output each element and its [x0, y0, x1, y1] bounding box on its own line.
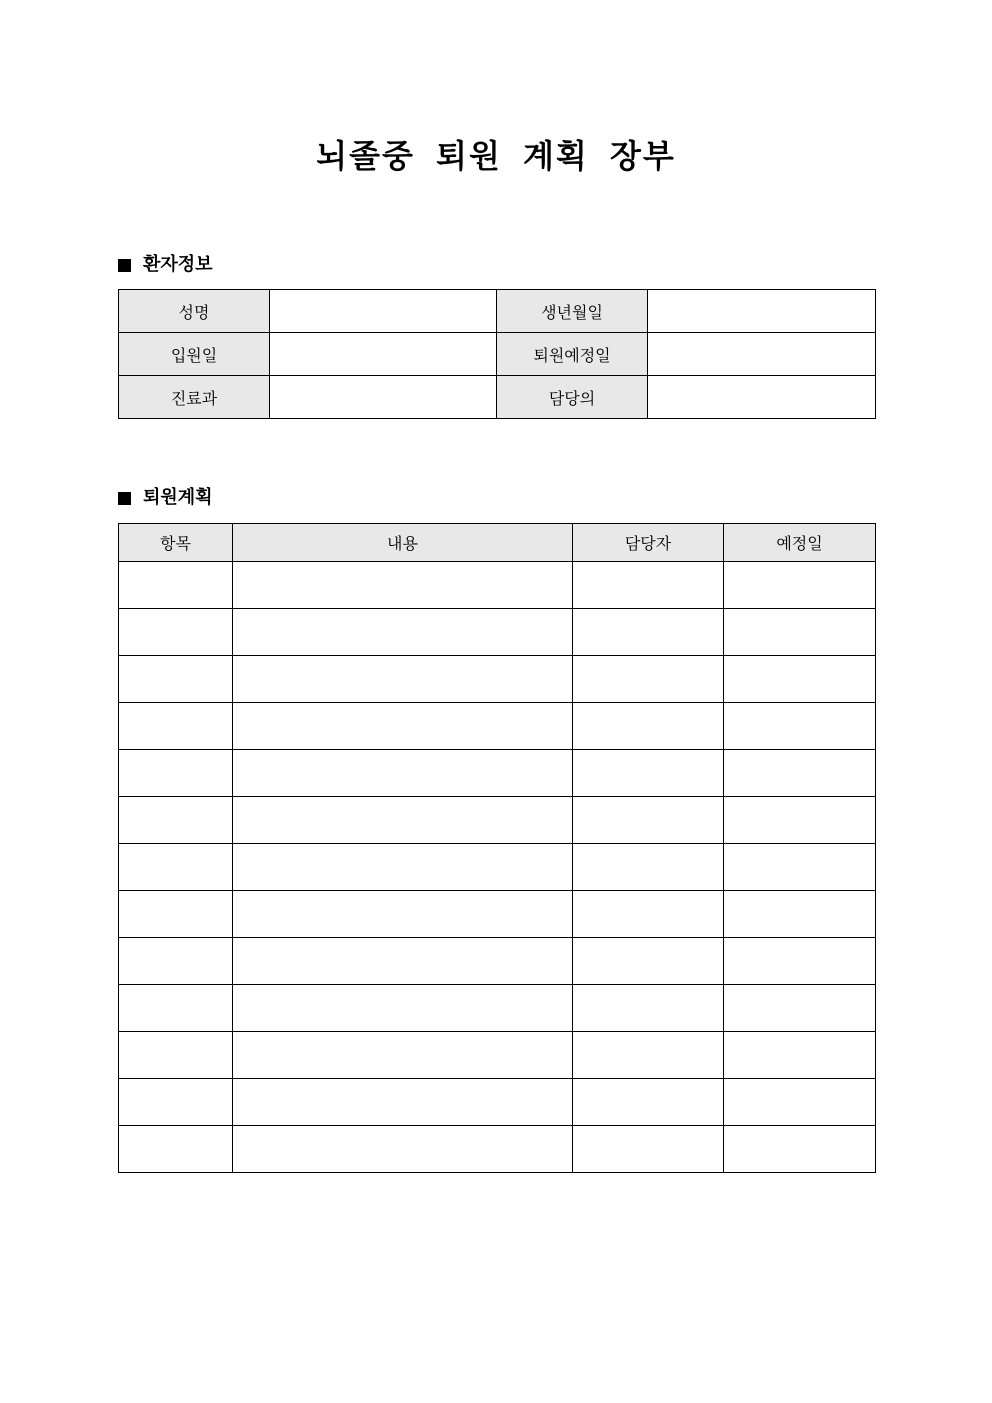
physician-label: 담당의 [497, 376, 648, 419]
item-cell[interactable] [119, 750, 233, 797]
black-square-icon [118, 492, 131, 505]
table-row [119, 376, 876, 419]
scheduled-date-cell[interactable] [724, 1126, 876, 1173]
content-cell[interactable] [233, 938, 573, 985]
item-cell[interactable] [119, 844, 233, 891]
content-cell[interactable] [233, 750, 573, 797]
item-cell[interactable] [119, 891, 233, 938]
item-cell[interactable] [119, 562, 233, 609]
content-cell[interactable] [233, 1126, 573, 1173]
department-label: 진료과 [119, 376, 270, 419]
table-row [119, 797, 876, 844]
page-title: 뇌졸중 퇴원 계획 장부 [316, 137, 676, 175]
content-cell[interactable] [233, 797, 573, 844]
content-cell[interactable] [233, 985, 573, 1032]
item-cell[interactable] [119, 609, 233, 656]
content-cell[interactable] [233, 891, 573, 938]
content-cell[interactable] [233, 1032, 573, 1079]
discharge-date-field[interactable] [648, 333, 876, 376]
assignee-cell[interactable] [573, 938, 724, 985]
name-label: 성명 [119, 290, 270, 333]
content-cell[interactable] [233, 609, 573, 656]
birthdate-field[interactable] [648, 290, 876, 333]
table-row [119, 844, 876, 891]
assignee-cell[interactable] [573, 562, 724, 609]
assignee-cell[interactable] [573, 703, 724, 750]
section-heading-discharge-plan [118, 486, 213, 510]
scheduled-date-cell[interactable] [724, 703, 876, 750]
black-square-icon [118, 259, 131, 272]
discharge-plan-table [118, 523, 876, 1173]
scheduled-date-cell[interactable] [724, 797, 876, 844]
assignee-cell[interactable] [573, 609, 724, 656]
table-row [119, 609, 876, 656]
scheduled-date-cell[interactable] [724, 938, 876, 985]
scheduled-date-cell[interactable] [724, 562, 876, 609]
scheduled-date-cell[interactable] [724, 985, 876, 1032]
column-header-item: 항목 [119, 524, 233, 562]
item-cell[interactable] [119, 1032, 233, 1079]
table-row [119, 891, 876, 938]
item-cell[interactable] [119, 1079, 233, 1126]
content-cell[interactable] [233, 703, 573, 750]
scheduled-date-cell[interactable] [724, 1032, 876, 1079]
assignee-cell[interactable] [573, 891, 724, 938]
scheduled-date-cell[interactable] [724, 609, 876, 656]
table-row [119, 938, 876, 985]
table-row [119, 750, 876, 797]
table-row [119, 703, 876, 750]
table-row [119, 290, 876, 333]
scheduled-date-cell[interactable] [724, 1079, 876, 1126]
section-heading-label: 퇴원계획 [143, 487, 213, 508]
item-cell[interactable] [119, 938, 233, 985]
name-field[interactable] [270, 290, 497, 333]
content-cell[interactable] [233, 562, 573, 609]
item-cell[interactable] [119, 985, 233, 1032]
admission-date-field[interactable] [270, 333, 497, 376]
physician-field[interactable] [648, 376, 876, 419]
plan-table-body [119, 562, 876, 1173]
table-row [119, 985, 876, 1032]
content-cell[interactable] [233, 656, 573, 703]
table-header-row [119, 524, 876, 562]
item-cell[interactable] [119, 703, 233, 750]
scheduled-date-cell[interactable] [724, 656, 876, 703]
assignee-cell[interactable] [573, 656, 724, 703]
assignee-cell[interactable] [573, 1032, 724, 1079]
assignee-cell[interactable] [573, 985, 724, 1032]
table-row [119, 333, 876, 376]
birthdate-label: 생년월일 [497, 290, 648, 333]
content-cell[interactable] [233, 1079, 573, 1126]
content-cell[interactable] [233, 844, 573, 891]
table-row [119, 1126, 876, 1173]
table-row [119, 1032, 876, 1079]
column-header-content: 내용 [233, 524, 573, 562]
item-cell[interactable] [119, 797, 233, 844]
table-row [119, 656, 876, 703]
table-row [119, 1079, 876, 1126]
assignee-cell[interactable] [573, 1126, 724, 1173]
scheduled-date-cell[interactable] [724, 891, 876, 938]
scheduled-date-cell[interactable] [724, 844, 876, 891]
column-header-scheduled-date: 예정일 [724, 524, 876, 562]
department-field[interactable] [270, 376, 497, 419]
discharge-date-label: 퇴원예정일 [497, 333, 648, 376]
item-cell[interactable] [119, 1126, 233, 1173]
column-header-assignee: 담당자 [573, 524, 724, 562]
assignee-cell[interactable] [573, 1079, 724, 1126]
assignee-cell[interactable] [573, 797, 724, 844]
table-row [119, 562, 876, 609]
item-cell[interactable] [119, 656, 233, 703]
scheduled-date-cell[interactable] [724, 750, 876, 797]
patient-info-table [118, 289, 876, 419]
assignee-cell[interactable] [573, 750, 724, 797]
section-heading-patient-info [118, 253, 213, 277]
admission-date-label: 입원일 [119, 333, 270, 376]
assignee-cell[interactable] [573, 844, 724, 891]
section-heading-label: 환자정보 [143, 254, 213, 275]
